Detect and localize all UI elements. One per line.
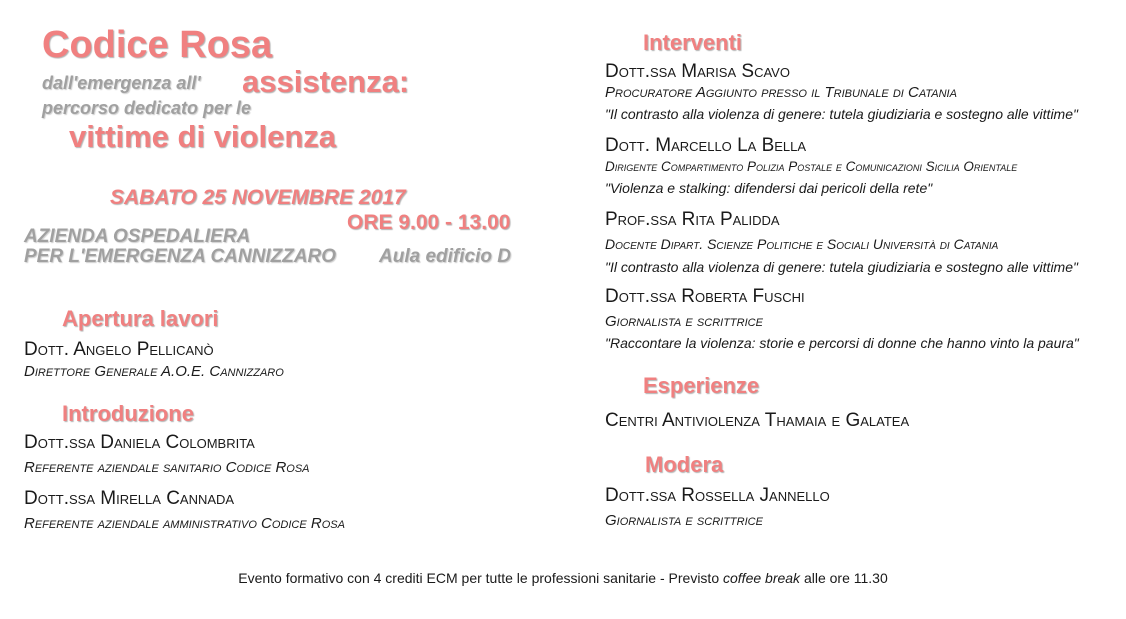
speaker-name: Dott.ssa Rossella Jannello [605,485,830,506]
speaker-name: Dott.ssa Roberta Fuschi [605,286,805,307]
section-heading-interventi: Interventi [643,30,743,55]
footer-text-end: alle ore 11.30 [800,570,888,586]
section-heading-apertura: Apertura lavori [62,306,219,331]
speaker-role: Referente aziendale sanitario Codice Rosa [24,459,310,476]
speaker-role: Referente aziendale amministrativo Codice Rosa [24,515,345,532]
speaker-role: Giornalista e scrittrice [605,313,763,330]
event-title: Codice Rosa [42,24,273,66]
talk-title: "Raccontare la violenza: storie e percorsi di donne che hanno vinto la paura" [605,335,1079,351]
speaker-role: Docente Dipart. Scienze Politiche e Sociali Università di Catania [605,236,999,252]
speaker-name: Dott.ssa Marisa Scavo [605,61,790,82]
speaker-name: Dott.ssa Mirella Cannada [24,488,235,509]
venue-line-2: PER L'EMERGENZA CANNIZZARO [24,246,337,267]
speaker-role: Direttore Generale A.O.E. Cannizzaro [24,363,284,380]
subtitle-highlight: assistenza: [242,64,410,99]
speaker-role: Procuratore Aggiunto presso il Tribunale di Catania [605,84,957,101]
subtitle-line-1: dall'emergenza all' [42,73,201,93]
speaker-name: Dott.ssa Daniela Colombrita [24,432,255,453]
talk-title: "Il contrasto alla violenza di genere: tutela giudiziaria e sostegno alle vittime" [605,106,1078,122]
footer-text: Evento formativo con 4 crediti ECM per tutte le professioni sanitarie - Previsto [238,570,723,586]
speaker-role: Dirigente Compartimento Polizia Postale e Comunicazioni Sicilia Orientale [605,159,1018,174]
speaker-name: Dott. Angelo Pellicanò [24,339,214,360]
talk-title: "Violenza e stalking: difendersi dai pericoli della rete" [605,180,933,196]
event-time: ORE 9.00 - 13.00 [347,211,511,234]
speaker-name: Prof.ssa Rita Palidda [605,209,780,230]
section-heading-esperienze: Esperienze [643,373,760,398]
section-heading-modera: Modera [645,452,724,477]
speaker-name: Dott. Marcello La Bella [605,135,807,156]
section-heading-introduzione: Introduzione [62,401,194,426]
footer-italic: coffee break [723,570,801,586]
esperienze-text: Centri Antiviolenza Thamaia e Galatea [605,410,910,431]
subtitle-line-2: percorso dedicato per le [42,98,252,118]
venue-line-1: AZIENDA OSPEDALIERA [24,226,251,247]
footer-note [0,570,1126,586]
event-date: SABATO 25 NOVEMBRE 2017 [110,186,406,209]
talk-title: "Il contrasto alla violenza di genere: tutela giudiziaria e sostegno alle vittime" [605,259,1078,275]
speaker-role: Giornalista e scrittrice [605,512,763,529]
venue-room: Aula edificio D [379,246,511,267]
subtitle-line-3: vittime di violenza [69,119,337,154]
